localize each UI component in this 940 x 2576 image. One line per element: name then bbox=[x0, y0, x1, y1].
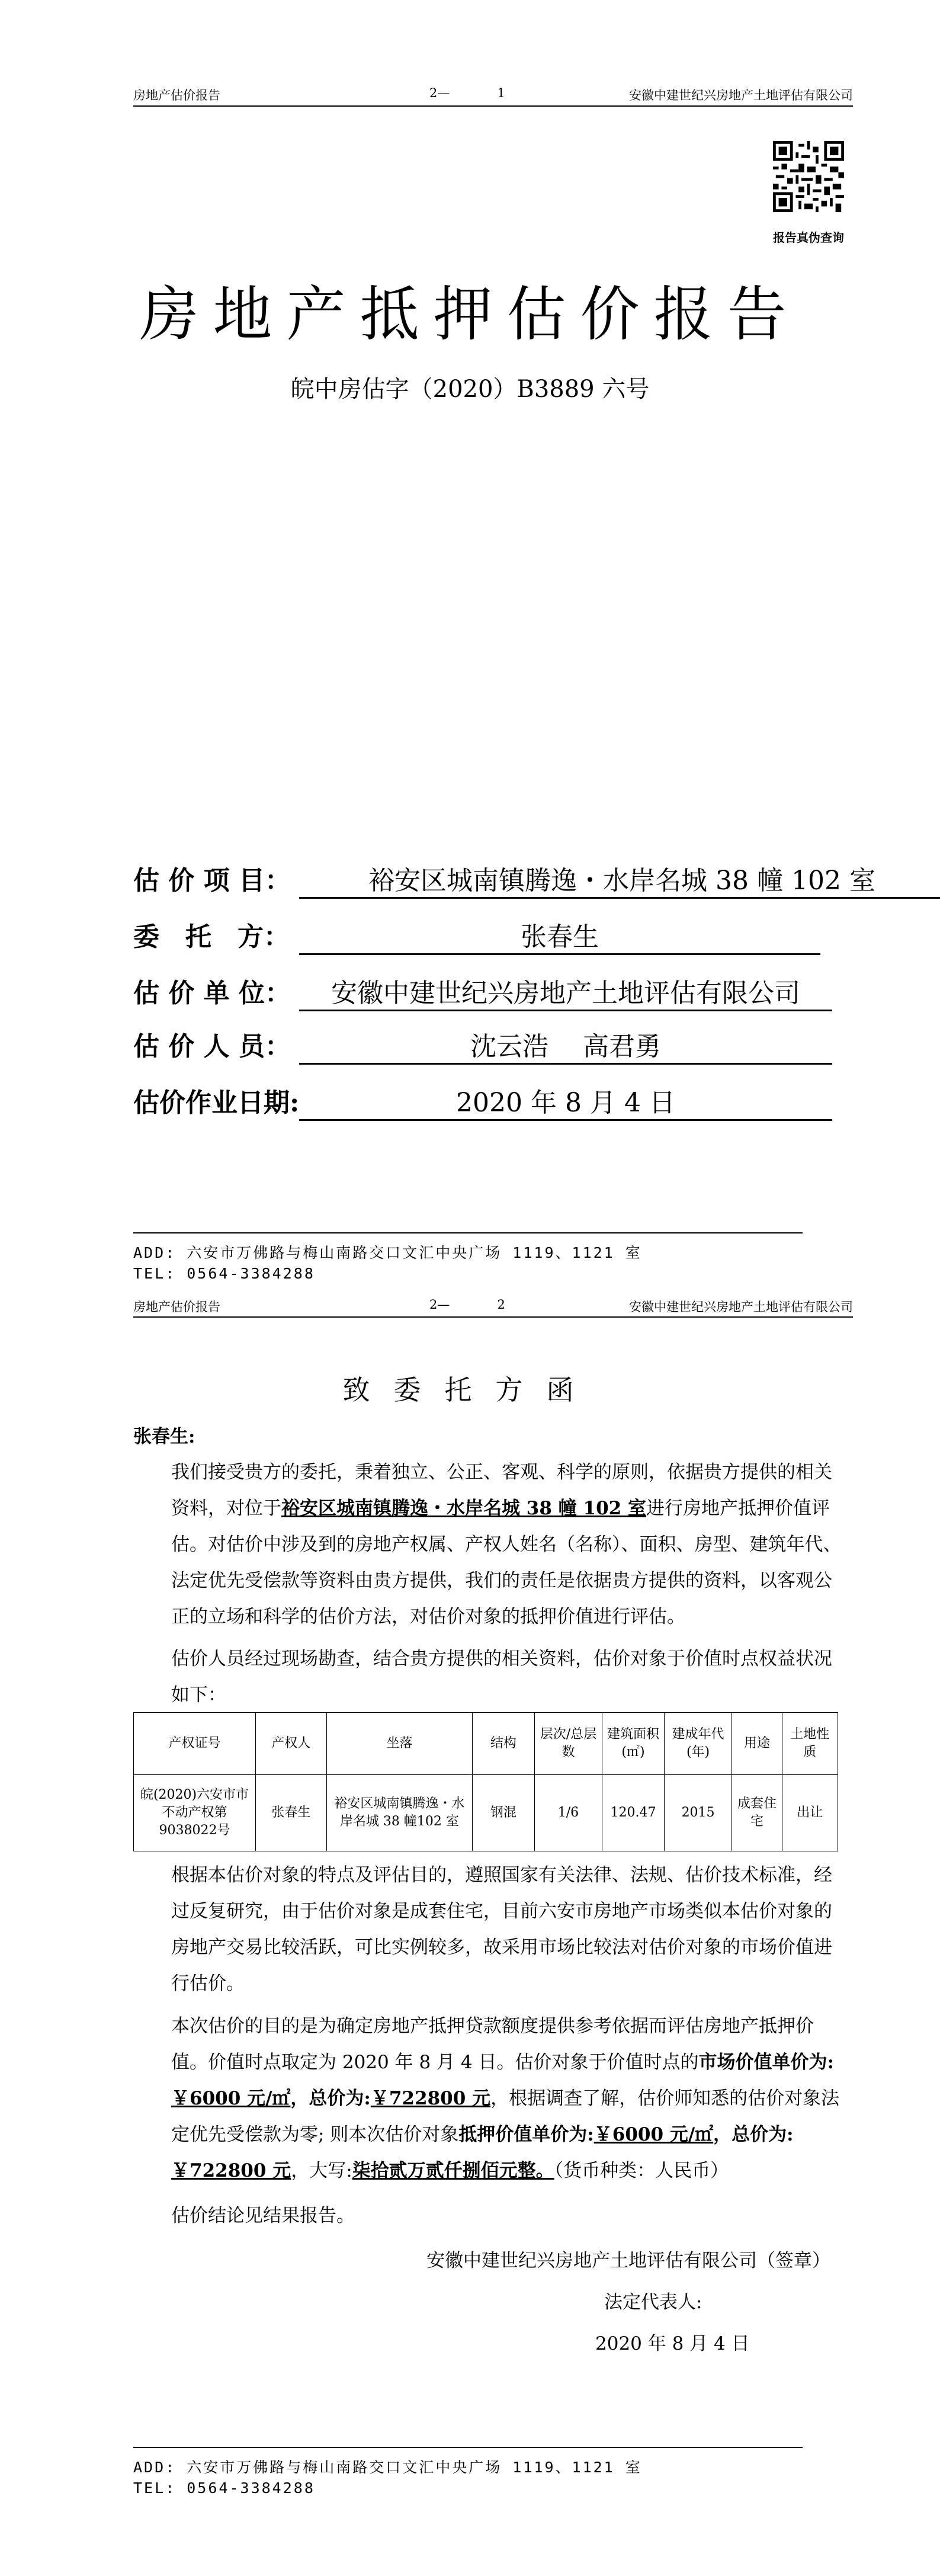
paragraph-2: 估价人员经过现场勘查，结合贵方提供的相关资料，估价对象于价值时点权益状况如下： bbox=[171, 1648, 832, 1706]
qr-caption: 报告真伪查询 bbox=[773, 230, 844, 245]
table-cell: 120.47 bbox=[602, 1775, 664, 1851]
table-header-cell: 用途 bbox=[732, 1713, 782, 1775]
info-label: 估 价 项 目： bbox=[133, 866, 291, 896]
table-header-cell: 结构 bbox=[473, 1713, 534, 1775]
paragraph-4: 本次估价的目的是为确定房地产抵押贷款额度提供参考依据而评估房地产抵押价值。价值时点取定为 2020 年 8 月 4 日。估价对象于价值时点的市场价值单价为:￥6000 元/㎡，总价为:￥722800 元，根据调查了解，估价师知悉的估价对象法定优先受偿款为零; 则本次估价对象抵押价值单价为:￥6000 元/㎡，总价为:￥722800 元，大写:柒拾贰万贰仟捌佰元整。（货币种类：人民币） bbox=[171, 2016, 840, 2181]
info-value: 沈云浩 高君勇 bbox=[299, 1025, 832, 1065]
mortgage-total-price: ￥722800 元 bbox=[171, 2160, 291, 2181]
footer-address: ADD: 六安市万佛路与梅山南路交口文汇中央广场 1119、1121 室 bbox=[133, 1244, 642, 1261]
info-value: 张春生 bbox=[299, 915, 820, 955]
header-report-name: 房地产估价报告 bbox=[133, 1300, 220, 1314]
table-cell: 钢混 bbox=[473, 1775, 534, 1851]
property-table bbox=[133, 1712, 838, 1851]
table-cell: 张春生 bbox=[255, 1775, 326, 1851]
table-row bbox=[134, 1775, 838, 1851]
info-label: 估价作业日期: bbox=[133, 1088, 300, 1118]
mortgage-unit-price: ￥6000 元/㎡ bbox=[593, 2124, 714, 2145]
info-label: 估 价 人 员： bbox=[133, 1031, 291, 1062]
market-total-price: ￥722800 元 bbox=[370, 2088, 491, 2109]
table-cell: 成套住宅 bbox=[732, 1775, 782, 1851]
footer-divider bbox=[133, 2447, 803, 2448]
header-company: 安徽中建世纪兴房地产土地评估有限公司 bbox=[629, 1300, 853, 1314]
table-header-row bbox=[134, 1713, 838, 1775]
info-label: 委 托 方： bbox=[133, 922, 290, 952]
table-cell: 出让 bbox=[782, 1775, 838, 1851]
market-unit-price: ￥6000 元/㎡ bbox=[171, 2088, 291, 2109]
info-value: 2020 年 8 月 4 日 bbox=[299, 1081, 832, 1121]
table-header-cell: 层次/总层数 bbox=[534, 1713, 602, 1775]
footer-address: ADD: 六安市万佛路与梅山南路交口文汇中央广场 1119、1121 室 bbox=[133, 2459, 642, 2476]
report-title: 房地产抵押估价报告 bbox=[139, 280, 801, 349]
header-divider bbox=[133, 105, 853, 107]
table-header-cell: 土地性质 bbox=[782, 1713, 838, 1775]
table-header-cell: 产权人 bbox=[255, 1713, 326, 1775]
amount-in-words: 柒拾贰万贰仟捌佰元整。 bbox=[352, 2160, 554, 2181]
info-value: 裕安区城南镇腾逸・水岸名城 38 幢 102 室 bbox=[299, 859, 940, 899]
header-divider bbox=[133, 1316, 853, 1318]
footer-divider bbox=[133, 1232, 803, 1233]
header-page-number: 2— 2 bbox=[429, 1297, 505, 1312]
footer-tel: TEL: 0564-3384288 bbox=[133, 2479, 315, 2497]
header-report-name: 房地产估价报告 bbox=[133, 88, 220, 102]
property-address: 裕安区城南镇腾逸・水岸名城 38 幢 102 室 bbox=[281, 1498, 647, 1519]
salutation: 张春生: bbox=[133, 1426, 195, 1447]
header-page-number: 2— 1 bbox=[429, 86, 505, 100]
table-cell: 裕安区城南镇腾逸・水岸名城 38 幢102 室 bbox=[326, 1775, 473, 1851]
paragraph-1: 我们接受贵方的委托，秉着独立、公正、客观、科学的原则，依据贵方提供的相关资料，对位于裕安区城南镇腾逸・水岸名城 38 幢 102 室进行房地产抵押价值评估。对估价中涉及到的房地产权属、产权人姓名（名称）、面积、房型、建筑年代、法定优先受偿款等资料由贵方提供，我们的责任是依据贵方提供的资料，以客观公正的立场和科学的估价方法，对估价对象的抵押价值进行评估。 bbox=[171, 1462, 842, 1627]
report-number: 皖中房估字（2020）B3889 六号 bbox=[290, 376, 650, 403]
table-header-cell: 产权证号 bbox=[134, 1713, 256, 1775]
signature-company: 安徽中建世纪兴房地产土地评估有限公司（签章） bbox=[426, 2250, 830, 2271]
table-cell: 皖(2020)六安市市不动产权第9038022号 bbox=[134, 1775, 256, 1851]
table-header-cell: 建成年代(年) bbox=[664, 1713, 732, 1775]
signature-date: 2020 年 8 月 4 日 bbox=[595, 2333, 750, 2354]
table-cell: 2015 bbox=[664, 1775, 732, 1851]
info-value: 安徽中建世纪兴房地产土地评估有限公司 bbox=[299, 972, 832, 1011]
info-label: 估 价 单 位： bbox=[133, 978, 291, 1008]
table-header-cell: 建筑面积(㎡) bbox=[602, 1713, 664, 1775]
paragraph-3: 根据本估价对象的特点及评估目的，遵照国家有关法律、法规、估价技术标准，经过反复研究，由于估价对象是成套住宅，目前六安市房地产市场类似本估价对象的房地产交易比较活跃，可比实例较多，故采用市场比较法对估价对象的市场价值进行估价。 bbox=[171, 1864, 832, 1994]
qr-code-icon[interactable] bbox=[773, 141, 844, 212]
header-company: 安徽中建世纪兴房地产土地评估有限公司 bbox=[629, 88, 853, 102]
table-header-cell: 坐落 bbox=[326, 1713, 473, 1775]
footer-tel: TEL: 0564-3384288 bbox=[133, 1265, 315, 1282]
paragraph-5: 估价结论见结果报告。 bbox=[171, 2205, 355, 2226]
signature-representative: 法定代表人: bbox=[604, 2292, 702, 2313]
letter-title: 致委托方函 bbox=[342, 1374, 598, 1406]
table-cell: 1/6 bbox=[534, 1775, 602, 1851]
